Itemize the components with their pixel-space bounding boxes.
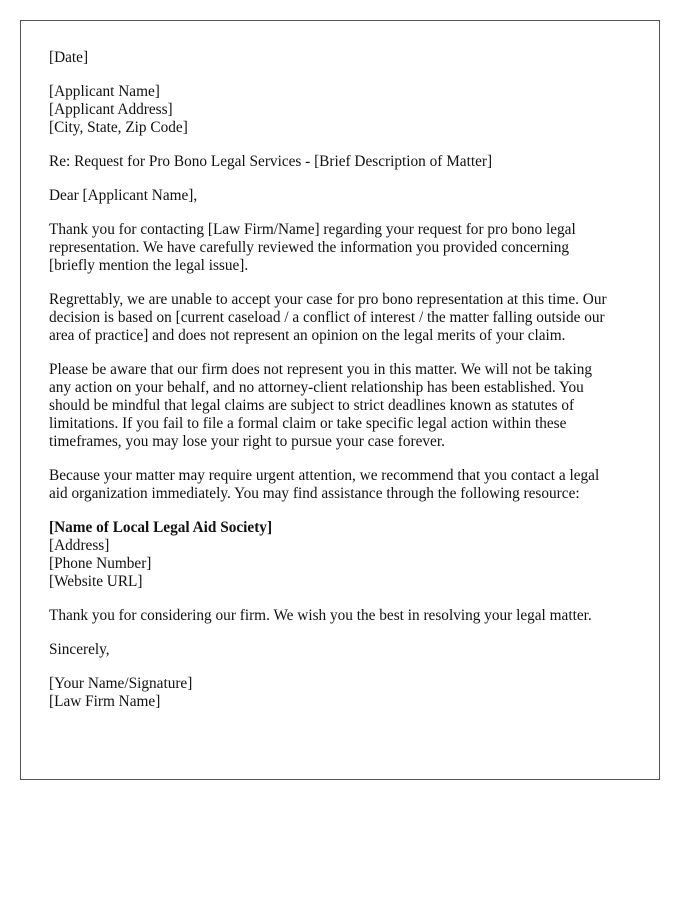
recipient-city-state-zip: [City, State, Zip Code] <box>49 119 188 136</box>
signature-name: [Your Name/Signature] <box>49 675 193 692</box>
paragraph-line: Regrettably, we are unable to accept your case for pro bono representation at this time. Our <box>49 291 607 308</box>
subject-text: Re: Request for Pro Bono Legal Services - [Brief Description of Matter] <box>49 153 493 170</box>
resource-address: [Address] <box>49 537 110 554</box>
paragraph-line: decision is based on [current caseload / a conflict of interest / the matter falling outside our <box>49 309 605 326</box>
paragraph-line: limitations. If you fail to file a formal claim or take specific legal action within these <box>49 415 567 432</box>
subject-line <box>49 153 631 171</box>
paragraph-line: area of practice] and does not represent an opinion on the legal merits of your claim. <box>49 327 566 344</box>
recipient-address: [Applicant Address] <box>49 101 173 118</box>
resource-website: [Website URL] <box>49 573 143 590</box>
paragraph-line: Because your matter may require urgent attention, we recommend that you contact a legal <box>49 467 600 484</box>
signature-firm: [Law Firm Name] <box>49 693 161 710</box>
paragraph-line: [briefly mention the legal issue]. <box>49 257 249 274</box>
paragraph-line: Thank you for contacting [Law Firm/Name] regarding your request for pro bono legal <box>49 221 576 238</box>
salutation <box>49 187 631 205</box>
paragraph-disclaimer <box>49 361 631 451</box>
paragraph-line: aid organization immediately. You may find assistance through the following resource: <box>49 485 580 502</box>
closing-paragraph <box>49 607 631 625</box>
resource-block <box>49 519 631 591</box>
letter-page <box>20 20 660 780</box>
paragraph-line: timeframes, you may lose your right to pursue your case forever. <box>49 433 445 450</box>
recipient-name: [Applicant Name] <box>49 83 160 100</box>
recipient-address-block <box>49 83 631 137</box>
paragraph-recommendation <box>49 467 631 503</box>
salutation-text: Dear [Applicant Name], <box>49 187 198 204</box>
sign-off-text: Sincerely, <box>49 641 110 658</box>
paragraph-decision <box>49 291 631 345</box>
letter-date <box>49 49 631 67</box>
paragraph-line: any action on your behalf, and no attorney-client relationship has been established. You <box>49 379 584 396</box>
resource-phone: [Phone Number] <box>49 555 152 572</box>
resource-name: [Name of Local Legal Aid Society] <box>49 519 273 536</box>
paragraph-intro <box>49 221 631 275</box>
signature-block <box>49 675 631 711</box>
paragraph-line: representation. We have carefully reviewed the information you provided concerning <box>49 239 570 256</box>
paragraph-line: should be mindful that legal claims are subject to strict deadlines known as statutes of <box>49 397 575 414</box>
closing-text: Thank you for considering our firm. We wish you the best in resolving your legal matter. <box>49 607 592 624</box>
sign-off <box>49 641 631 659</box>
date-text: [Date] <box>49 49 89 66</box>
paragraph-line: Please be aware that our firm does not represent you in this matter. We will not be taking <box>49 361 593 378</box>
